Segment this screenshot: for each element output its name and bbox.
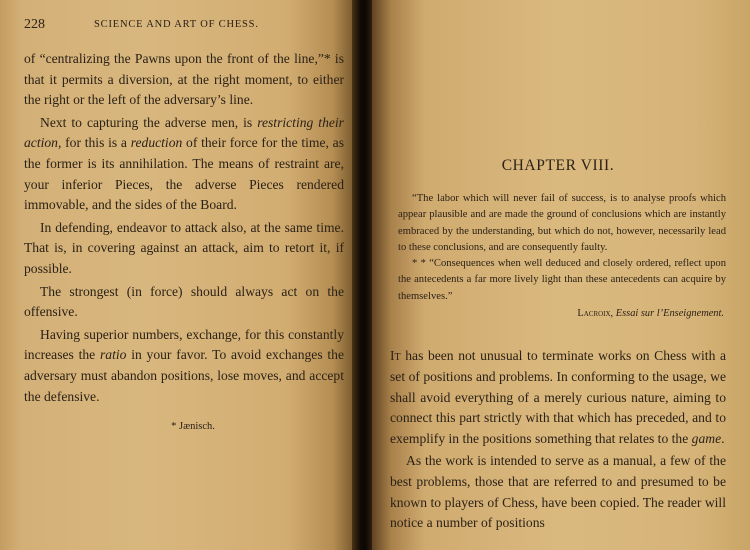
epigraph-paragraph: “The labor which will never fail of success, is to analyse proofs which appear plausible and are made the ground of conclusions which are instantly embraced by the understanding, but which do not, however, necessarily lead to these conclusions, and are consequently faulty. xyxy=(398,193,726,253)
paragraph-text: has been not unusual to terminate works on Chess with a set of positions and problems. In conforming to the usage, we shall avoid everything of a merely curious nature, aiming to connect this part strictly with that which has preceded, and to exemplify in the positions something that relates to the xyxy=(390,348,726,446)
paragraph-text: of “centralizing the Pawns upon the front of the line,”* is that it permits a diversion, at the right moment, to either the right or the left of the adversary’s line. xyxy=(24,51,344,108)
attribution-author: Lacroix, xyxy=(577,308,614,320)
chapter-heading: CHAPTER VIII. xyxy=(501,157,615,174)
left-body-text xyxy=(24,49,344,407)
body-paragraph xyxy=(24,49,344,111)
paragraph-text: , for this is a xyxy=(57,135,131,151)
epigraph-paragraph: * * “Consequences when well deduced and closely ordered, reflect upon the antecedents a far more lively light than these antecedents can acquire by themselves.” xyxy=(398,258,726,302)
italic-phrase: reduction xyxy=(130,135,183,151)
paragraph-text: The strongest (in force) should always act on the offensive. xyxy=(24,283,344,320)
left-page xyxy=(0,0,358,550)
footnote: * Jænisch. xyxy=(171,421,215,433)
left-running-head xyxy=(24,15,344,35)
body-paragraph xyxy=(24,325,344,407)
italic-word: game xyxy=(691,430,722,446)
running-title: SCIENCE AND ART OF CHESS. xyxy=(94,19,259,30)
epigraph xyxy=(390,191,726,322)
paragraph-text: of their force for the time, as the former is its annihilation. The means of restraint are, your inferior Pieces, the adverse Pieces rendered immovable, and the sides of the Board. xyxy=(24,135,344,213)
paragraph-text: in your favor. To avoid exchanges the adversary must abandon positions, lose moves, and accept the defensive. xyxy=(24,347,344,404)
right-body-text xyxy=(390,346,726,533)
body-paragraph xyxy=(390,346,726,449)
right-page xyxy=(372,0,750,550)
epigraph-attribution xyxy=(398,306,726,322)
body-paragraph xyxy=(24,218,344,280)
paragraph-text: Having superior numbers, exchange, for this constantly increases the xyxy=(24,326,344,363)
paragraph-end: . xyxy=(721,430,725,446)
attribution-work: Essai sur l’Enseignement. xyxy=(615,308,724,320)
body-paragraph xyxy=(24,282,344,323)
italic-phrase: ratio xyxy=(99,347,127,363)
italic-phrase: restricting their action xyxy=(24,114,344,151)
lead-caps: It xyxy=(390,348,401,364)
body-paragraph: As the work is intended to serve as a manual, a few of the best problems, those that are referred to and presumed to be known to players of Chess, have been copied. The reader will notice a number of positions xyxy=(390,453,726,531)
body-paragraph xyxy=(24,113,344,216)
paragraph-text: In defending, endeavor to attack also, at the same time. That is, in covering against an attack, aim to retort it, if possible. xyxy=(24,219,344,276)
paragraph-text: Next to capturing the adverse men, is xyxy=(40,114,258,130)
page-number: 228 xyxy=(24,17,45,32)
